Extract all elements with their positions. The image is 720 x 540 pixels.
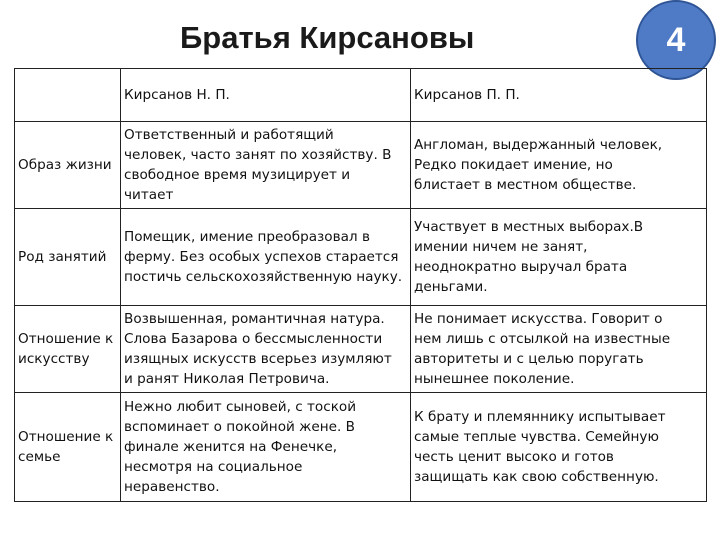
cell-nikolai-family: Нежно любит сыновей, с тоской вспоминает о покойной жене. В финале женится на Фенечке, несмотря на социальное неравенство. [121,393,411,502]
slide-title: Братья Кирсановы [180,20,475,55]
header-cell-pavel: Кирсанов П. П. [411,69,707,122]
table-row [15,393,707,502]
row-label-occupation: Род занятий [15,209,121,306]
table-row [15,209,707,306]
header-cell-empty [15,69,121,122]
row-label-family: Отношение к семье [15,393,121,502]
header-cell-nikolai: Кирсанов Н. П. [121,69,411,122]
cell-nikolai-occupation: Помещик, имение преобразовал в ферму. Без особых успехов старается постичь сельскохозяйственную науку. [121,209,411,306]
cell-pavel-lifestyle: Англоман, выдержанный человек, Редко покидает имение, но блистает в местном обществе. [411,122,707,209]
cell-nikolai-lifestyle: Ответственный и работящий человек, часто занят по хозяйству. В свободное время музицирует и читает [121,122,411,209]
row-label-lifestyle: Образ жизни [15,122,121,209]
comparison-table [14,68,707,502]
table-row [15,306,707,393]
row-label-art: Отношение к искусству [15,306,121,393]
cell-pavel-family: К брату и племяннику испытывает самые теплые чувства. Семейную честь ценит высоко и готов защищать как свою собственную. [411,393,707,502]
cell-pavel-occupation: Участвует в местных выборах.В имении ничем не занят, неоднократно выручал брата деньгами. [411,209,707,306]
slide-number-badge: 4 [636,0,716,80]
cell-pavel-art: Не понимает искусства. Говорит о нем лишь с отсылкой на известные авторитеты и с целью поругать нынешнее поколение. [411,306,707,393]
table-header-row [15,69,707,122]
cell-nikolai-art: Возвышенная, романтичная натура. Слова Базарова о бессмысленности изящных искусств всерьез изумляют и ранят Николая Петровича. [121,306,411,393]
table-row [15,122,707,209]
